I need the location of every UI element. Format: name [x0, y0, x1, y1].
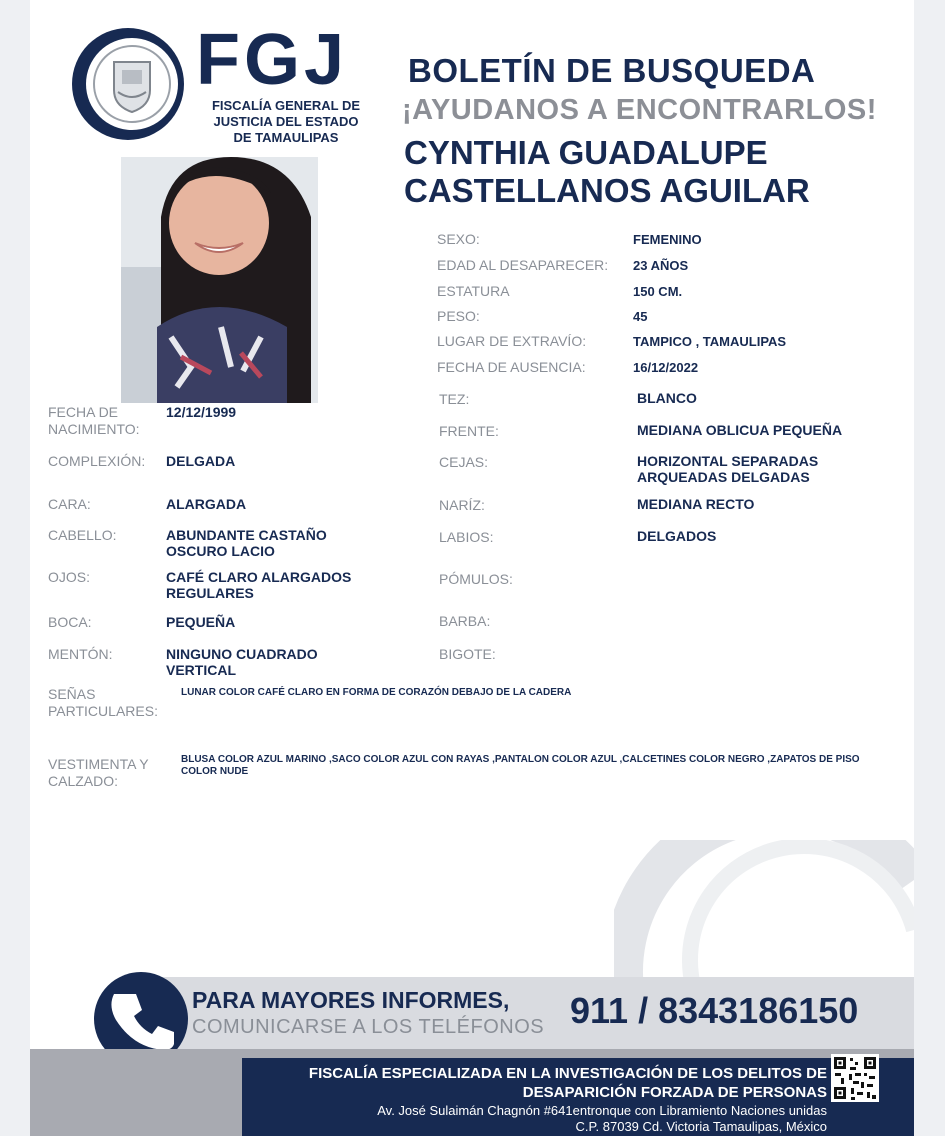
agency-line: JUSTICIA DEL ESTADO: [213, 114, 359, 129]
call-to-action: ¡AYUDANOS A ENCONTRARLOS!: [402, 94, 877, 126]
summary-value: 23 AÑOS: [633, 258, 689, 273]
trait-value: ABUNDANTE CASTAÑO OSCURO LACIO: [166, 527, 327, 559]
fgj-brand: FGJ: [196, 20, 349, 100]
summary-value: FEMENINO: [633, 232, 702, 247]
trait-value: MEDIANA OBLICUA PEQUEÑA: [637, 422, 843, 438]
trait-label: CARA:: [48, 496, 91, 512]
summary-value: TAMPICO , TAMAULIPAS: [633, 334, 787, 349]
address-line: Av. José Sulaimán Chagnón #641entronque con Libramiento Naciones unidas: [377, 1103, 827, 1118]
trait-label: MENTÓN:: [48, 646, 113, 662]
trait-label: CABELLO:: [48, 527, 117, 543]
distinguishing-value: LUNAR COLOR CAFÉ CLARO EN FORMA DE CORAZÓN DEBAJO DE LA CADERA: [181, 687, 572, 698]
summary-value: 16/12/2022: [633, 360, 699, 375]
address: [262, 1103, 827, 1135]
bulletin-sheet: [30, 0, 914, 1136]
summary-label: EDAD AL DESAPARECER:: [437, 257, 609, 273]
distinguishing-label: SEÑAS PARTICULARES:: [48, 686, 158, 719]
trait-label: PÓMULOS:: [439, 571, 513, 587]
unit-line: DESAPARICIÓN FORZADA DE PERSONAS: [522, 1084, 827, 1101]
summary-label: ESTATURA: [437, 283, 510, 299]
person-name-line: CASTELLANOS AGUILAR: [404, 172, 810, 209]
summary-value: 150 CM.: [633, 284, 683, 299]
clothing-value: BLUSA COLOR AZUL MARINO ,SACO COLOR AZUL CON RAYAS ,PANTALON COLOR AZUL ,CALCETINES COLOR NEGRO ,ZAPATOS DE PISO COLOR NUDE: [181, 754, 860, 777]
person-photo: [121, 157, 318, 403]
fgj-seal-logo: [70, 26, 186, 142]
unit-line: FISCALÍA ESPECIALIZADA EN LA INVESTIGACIÓN DE LOS DELITOS DE: [308, 1065, 827, 1082]
address-line: C.P. 87039 Cd. Victoria Tamaulipas, México: [575, 1119, 827, 1134]
contact-line1: PARA MAYORES INFORMES,: [192, 987, 510, 1013]
summary-label: SEXO:: [437, 231, 480, 247]
qr-code-icon[interactable]: [831, 1054, 879, 1102]
trait-label: BIGOTE:: [439, 646, 496, 662]
summary-label: FECHA DE AUSENCIA:: [437, 359, 586, 375]
agency-name: [196, 98, 376, 146]
trait-label: FRENTE:: [439, 423, 499, 439]
agency-line: DE TAMAULIPAS: [233, 130, 339, 145]
phone-numbers[interactable]: 911 / 8343186150: [570, 990, 859, 1031]
contact-line2: COMUNICARSE A LOS TELÉFONOS: [192, 1016, 545, 1038]
agency-line: FISCALÍA GENERAL DE: [211, 98, 361, 113]
trait-label: NARÍZ:: [439, 497, 485, 513]
trait-value: DELGADOS: [637, 528, 717, 544]
trait-value: NINGUNO CUADRADO VERTICAL: [166, 646, 318, 678]
summary-value: 45: [633, 309, 648, 324]
trait-value: ALARGADA: [166, 496, 247, 512]
unit-name: [262, 1064, 827, 1102]
trait-value: DELGADA: [166, 453, 236, 469]
trait-label: BOCA:: [48, 614, 92, 630]
footer-panel: [242, 1058, 914, 1136]
watermark-arc: [614, 840, 914, 990]
trait-label: BARBA:: [439, 613, 491, 629]
summary-label: PESO:: [437, 308, 480, 324]
clothing-label: VESTIMENTA Y CALZADO:: [48, 756, 149, 789]
person-name: [404, 134, 884, 210]
trait-label: TEZ:: [439, 391, 470, 407]
bulletin-title: BOLETÍN DE BUSQUEDA: [408, 52, 816, 89]
trait-value: CAFÉ CLARO ALARGADOS REGULARES: [166, 569, 352, 601]
trait-value: HORIZONTAL SEPARADAS ARQUEADAS DELGADAS: [637, 453, 819, 485]
trait-value: 12/12/1999: [166, 404, 237, 420]
trait-label: COMPLEXIÓN:: [48, 453, 146, 469]
person-name-line: CYNTHIA GUADALUPE: [404, 134, 768, 171]
trait-label: FECHA DE NACIMIENTO:: [48, 404, 140, 437]
summary-label: LUGAR DE EXTRAVÍO:: [437, 333, 587, 349]
trait-label: OJOS:: [48, 569, 91, 585]
trait-value: BLANCO: [637, 390, 697, 406]
trait-value: MEDIANA RECTO: [637, 496, 755, 512]
trait-value: PEQUEÑA: [166, 614, 236, 630]
trait-label: LABIOS:: [439, 529, 494, 545]
trait-label: CEJAS:: [439, 454, 489, 470]
